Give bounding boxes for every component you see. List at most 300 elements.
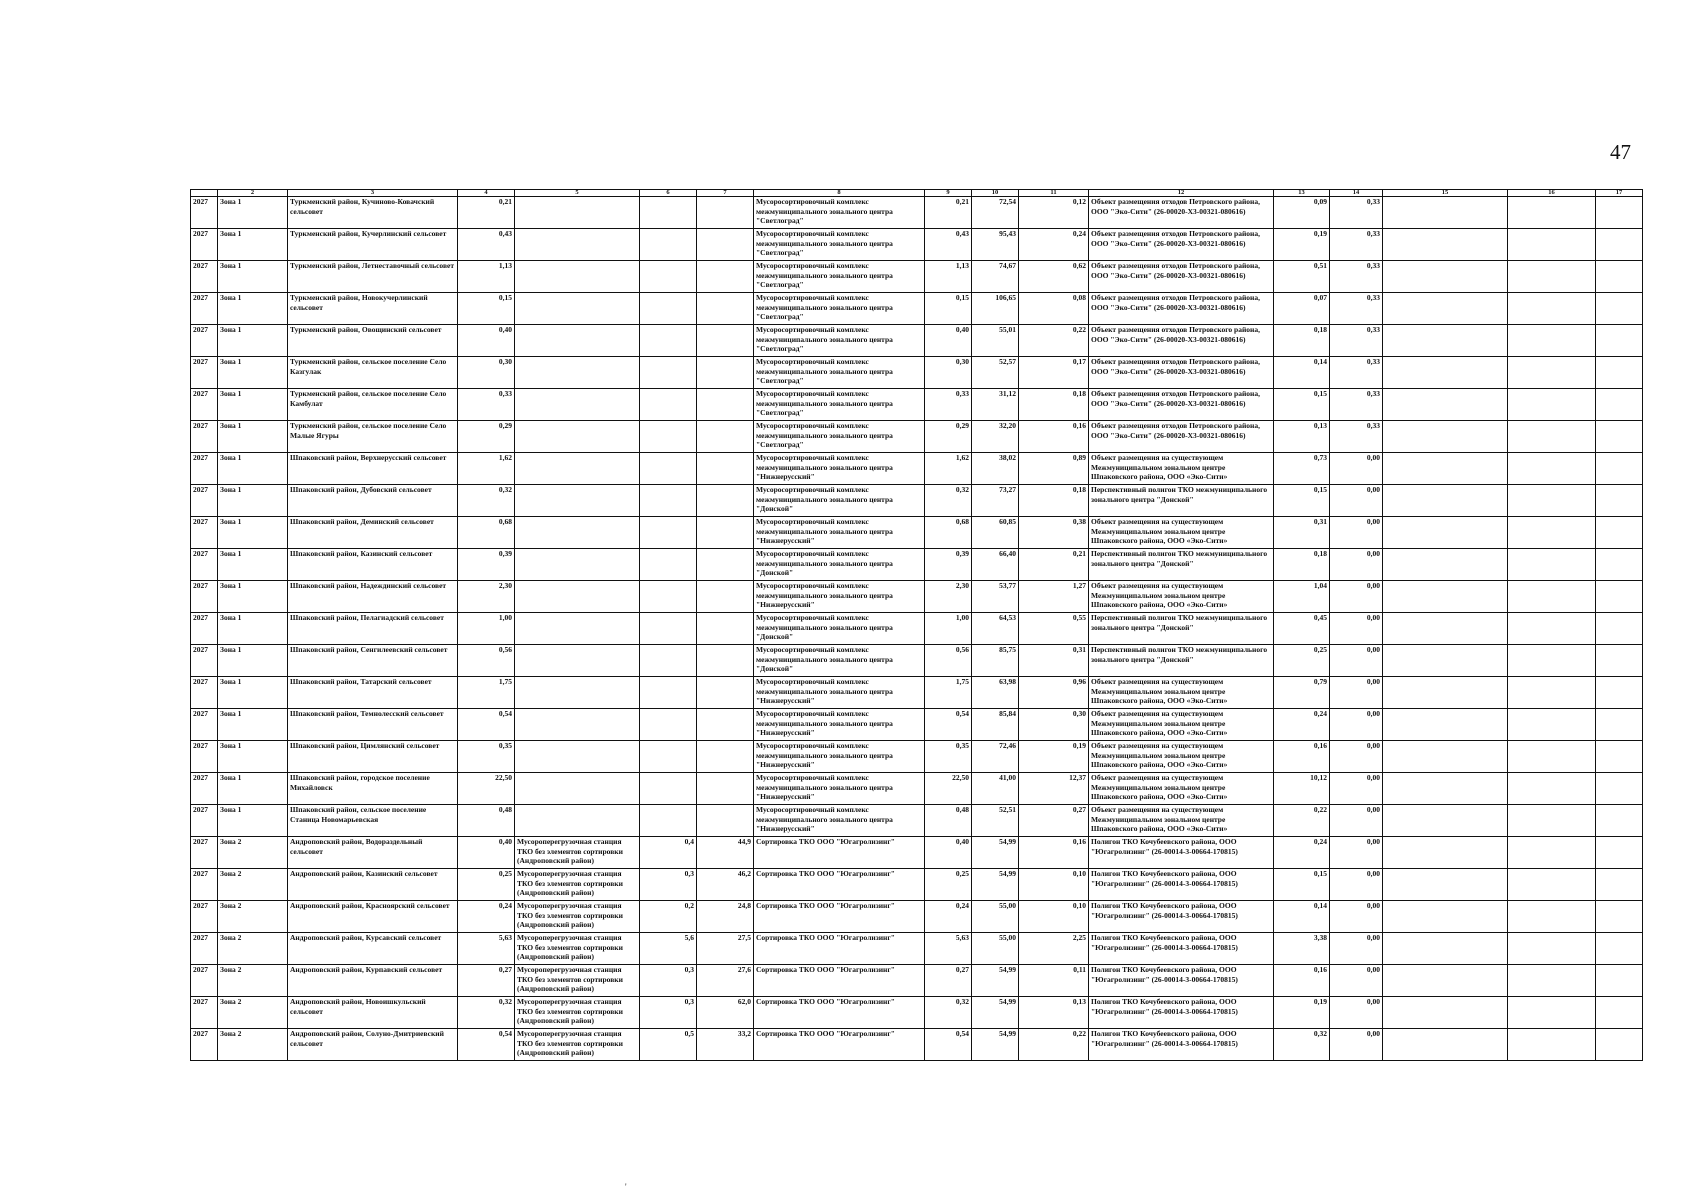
table-cell: 1,13 — [925, 261, 972, 293]
table-cell: 0,39 — [458, 549, 515, 581]
table-cell: 85,84 — [972, 709, 1019, 741]
table-cell — [1383, 869, 1508, 901]
table-cell: 0,3 — [640, 997, 697, 1029]
table-cell: 54,99 — [972, 1029, 1019, 1061]
table-cell: Полигон ТКО Кочубеевского района, ООО "Югагролизинг" (26-00014-3-00664-170815) — [1089, 997, 1274, 1029]
table-cell — [515, 389, 640, 421]
table-cell — [1383, 677, 1508, 709]
table-cell — [1383, 517, 1508, 549]
table-cell: Мусоросортировочный комплекс межмуниципального зонального центра "Нижнерусский" — [754, 709, 925, 741]
table-cell — [697, 773, 754, 805]
table-cell: Шпаковский район, Татарский сельсовет — [288, 677, 458, 709]
table-cell: Андроповский район, Курсавский сельсовет — [288, 933, 458, 965]
table-cell — [515, 421, 640, 453]
table-cell — [640, 261, 697, 293]
table-cell: 27,6 — [697, 965, 754, 997]
table-cell — [1383, 197, 1508, 229]
table-cell: Мусоросортировочный комплекс межмуниципального зонального центра "Нижнерусский" — [754, 581, 925, 613]
table-cell: 0,40 — [925, 325, 972, 357]
col-year — [191, 190, 218, 197]
table-cell: Зона 1 — [218, 517, 288, 549]
table-cell: Шпаковский район, Верхнерусский сельсовет — [288, 453, 458, 485]
table-cell: 72,46 — [972, 741, 1019, 773]
table-cell — [640, 485, 697, 517]
table-cell: 2027 — [191, 229, 218, 261]
table-cell — [697, 229, 754, 261]
table-cell: 0,15 — [925, 293, 972, 325]
table-cell: 0,73 — [1274, 453, 1330, 485]
table-cell — [1596, 197, 1643, 229]
table-cell: 55,00 — [972, 901, 1019, 933]
table-cell: 33,2 — [697, 1029, 754, 1061]
column-header: 14 — [1330, 190, 1383, 197]
table-cell: 54,99 — [972, 997, 1019, 1029]
table-cell: 0,96 — [1019, 677, 1089, 709]
table-cell: 2027 — [191, 933, 218, 965]
table-cell: 52,51 — [972, 805, 1019, 837]
table-cell: 0,08 — [1019, 293, 1089, 325]
table-cell: 0,27 — [925, 965, 972, 997]
table-cell: 32,20 — [972, 421, 1019, 453]
column-header: 9 — [925, 190, 972, 197]
table-cell: 2027 — [191, 293, 218, 325]
table-cell — [1596, 677, 1643, 709]
table-cell: 24,8 — [697, 901, 754, 933]
table-cell — [1383, 645, 1508, 677]
table-cell — [1508, 709, 1596, 741]
table-cell: Перспективный полигон ТКО межмуниципального зонального центра "Донской" — [1089, 613, 1274, 645]
column-header: 16 — [1508, 190, 1596, 197]
table-cell — [1383, 613, 1508, 645]
table-cell: 2027 — [191, 741, 218, 773]
table-cell: 0,19 — [1274, 997, 1330, 1029]
table-row — [191, 997, 1643, 1029]
table-cell: 0,27 — [1019, 805, 1089, 837]
table-cell — [1596, 709, 1643, 741]
table-cell: 0,45 — [1274, 613, 1330, 645]
table-cell: 0,14 — [1274, 901, 1330, 933]
table-cell: 0,16 — [1019, 837, 1089, 869]
table-cell — [1596, 261, 1643, 293]
table-cell: Мусоросортировочный комплекс межмуниципального зонального центра "Светлоград" — [754, 421, 925, 453]
table-cell — [697, 293, 754, 325]
table-cell: 0,00 — [1330, 773, 1383, 805]
table-cell: Шпаковский район, Цимлянский сельсовет — [288, 741, 458, 773]
table-cell — [697, 389, 754, 421]
table-cell — [1508, 901, 1596, 933]
table-cell: Туркменский район, Овощинский сельсовет — [288, 325, 458, 357]
table-cell: 0,54 — [458, 1029, 515, 1061]
table-cell — [1508, 485, 1596, 517]
table-row — [191, 965, 1643, 997]
table-cell: 54,99 — [972, 837, 1019, 869]
table-cell: Зона 1 — [218, 261, 288, 293]
table-cell — [1383, 805, 1508, 837]
table-cell: 0,16 — [1274, 965, 1330, 997]
table-cell: 2027 — [191, 805, 218, 837]
table-row — [191, 261, 1643, 293]
table-cell: 0,56 — [458, 645, 515, 677]
table-cell: 1,27 — [1019, 581, 1089, 613]
table-cell — [1508, 645, 1596, 677]
table-cell: Мусоросортировочный комплекс межмуниципального зонального центра "Нижнерусский" — [754, 517, 925, 549]
table-cell: Зона 1 — [218, 421, 288, 453]
table-cell — [1508, 773, 1596, 805]
table-cell: 0,00 — [1330, 709, 1383, 741]
table-cell — [515, 357, 640, 389]
table-cell: 0,14 — [1274, 357, 1330, 389]
table-cell: Туркменский район, сельское поселение Село Казгулак — [288, 357, 458, 389]
table-cell: Мусороперегрузочная станция ТКО без элементов сортировки (Андроповский район) — [515, 965, 640, 997]
table-cell — [640, 293, 697, 325]
table-cell — [640, 357, 697, 389]
table-cell — [515, 741, 640, 773]
table-cell: 0,00 — [1330, 453, 1383, 485]
table-cell: 0,24 — [925, 901, 972, 933]
table-cell: 2027 — [191, 677, 218, 709]
table-cell — [1508, 357, 1596, 389]
table-cell: 1,00 — [925, 613, 972, 645]
table-cell: Зона 1 — [218, 453, 288, 485]
table-row — [191, 293, 1643, 325]
table-cell: 46,2 — [697, 869, 754, 901]
table-cell — [1596, 325, 1643, 357]
column-header: 2 — [218, 190, 288, 197]
table-cell: 0,43 — [925, 229, 972, 261]
table-cell — [1596, 613, 1643, 645]
table-cell — [1596, 869, 1643, 901]
table-cell — [640, 197, 697, 229]
table-cell: 0,33 — [1330, 197, 1383, 229]
table-cell — [1508, 869, 1596, 901]
table-cell: 2027 — [191, 357, 218, 389]
table-cell: 12,37 — [1019, 773, 1089, 805]
table-cell — [1508, 549, 1596, 581]
table-cell: 73,27 — [972, 485, 1019, 517]
table-cell — [1383, 261, 1508, 293]
table-cell — [1383, 741, 1508, 773]
table-cell: Мусороперегрузочная станция ТКО без элементов сортировки (Андроповский район) — [515, 837, 640, 869]
waste-flow-table — [190, 189, 1643, 1061]
table-cell: 0,39 — [925, 549, 972, 581]
table-cell — [1383, 357, 1508, 389]
table-cell — [1596, 773, 1643, 805]
table-cell: 2,25 — [1019, 933, 1089, 965]
table-cell: 0,18 — [1274, 549, 1330, 581]
table-cell — [1508, 1029, 1596, 1061]
table-cell: Зона 1 — [218, 197, 288, 229]
table-cell: 0,31 — [1274, 517, 1330, 549]
table-cell: 0,68 — [925, 517, 972, 549]
table-cell: 2027 — [191, 581, 218, 613]
table-header — [191, 190, 1643, 197]
table-cell: 0,00 — [1330, 677, 1383, 709]
table-cell: 85,75 — [972, 645, 1019, 677]
table-cell: Шпаковский район, Дубовский сельсовет — [288, 485, 458, 517]
table-cell — [1596, 293, 1643, 325]
table-cell: Зона 1 — [218, 485, 288, 517]
table-cell — [1508, 677, 1596, 709]
table-cell: Объект размещения отходов Петровского района, ООО "Эко-Сити" (26-00020-Х3-00321-080616) — [1089, 357, 1274, 389]
table-cell — [1596, 549, 1643, 581]
table-cell — [1596, 581, 1643, 613]
table-cell — [1383, 773, 1508, 805]
table-cell — [1508, 613, 1596, 645]
table-cell: Шпаковский район, Пелагиадский сельсовет — [288, 613, 458, 645]
table-cell: Мусоросортировочный комплекс межмуниципального зонального центра "Нижнерусский" — [754, 453, 925, 485]
table-cell: 2027 — [191, 1029, 218, 1061]
table-cell: 0,12 — [1019, 197, 1089, 229]
table-cell: Объект размещения отходов Петровского района, ООО "Эко-Сити" (26-00020-Х3-00321-080616) — [1089, 421, 1274, 453]
table-cell: 54,99 — [972, 869, 1019, 901]
table-cell: 74,67 — [972, 261, 1019, 293]
table-cell: 0,21 — [925, 197, 972, 229]
table-cell: 0,13 — [1274, 421, 1330, 453]
table-cell — [1508, 197, 1596, 229]
table-cell: 0,24 — [1274, 837, 1330, 869]
table-row — [191, 453, 1643, 485]
table-cell: Зона 2 — [218, 933, 288, 965]
column-header: 15 — [1383, 190, 1508, 197]
table-cell: 2027 — [191, 837, 218, 869]
table-cell: Полигон ТКО Кочубеевского района, ООО "Югагролизинг" (26-00014-3-00664-170815) — [1089, 901, 1274, 933]
table-cell: 66,40 — [972, 549, 1019, 581]
table-cell — [1383, 293, 1508, 325]
table-cell: 2027 — [191, 549, 218, 581]
table-cell: Зона 1 — [218, 613, 288, 645]
table-cell — [1508, 933, 1596, 965]
table-cell — [640, 229, 697, 261]
table-cell: Сортировка ТКО ООО "Югагролизинг" — [754, 933, 925, 965]
table-cell — [1596, 645, 1643, 677]
table-cell: Мусороперегрузочная станция ТКО без элементов сортировки (Андроповский район) — [515, 1029, 640, 1061]
table-cell: Зона 1 — [218, 325, 288, 357]
table-cell: Мусоросортировочный комплекс межмуниципального зонального центра "Нижнерусский" — [754, 677, 925, 709]
table-cell: 1,75 — [458, 677, 515, 709]
table-cell: 2027 — [191, 421, 218, 453]
table-cell — [1383, 709, 1508, 741]
table-cell — [515, 645, 640, 677]
table-cell: 3,38 — [1274, 933, 1330, 965]
table-cell: 60,85 — [972, 517, 1019, 549]
table-row — [191, 773, 1643, 805]
table-row — [191, 677, 1643, 709]
table-cell: 0,00 — [1330, 997, 1383, 1029]
table-cell: Перспективный полигон ТКО межмуниципального зонального центра "Донской" — [1089, 485, 1274, 517]
table-cell — [640, 773, 697, 805]
table-cell — [1596, 805, 1643, 837]
table-cell: Мусороперегрузочная станция ТКО без элементов сортировки (Андроповский район) — [515, 933, 640, 965]
table-cell — [1508, 229, 1596, 261]
table-row — [191, 869, 1643, 901]
column-header: 4 — [458, 190, 515, 197]
table-cell — [697, 261, 754, 293]
table-cell: Объект размещения на существующем Межмуниципальном зональном центре Шпаковского района, ООО «Эко-Сити» — [1089, 453, 1274, 485]
table-cell: 0,00 — [1330, 549, 1383, 581]
table-cell — [1596, 453, 1643, 485]
table-cell — [515, 709, 640, 741]
table-cell: 64,53 — [972, 613, 1019, 645]
table-cell: 0,21 — [1019, 549, 1089, 581]
table-cell: 0,62 — [1019, 261, 1089, 293]
table-cell: Перспективный полигон ТКО межмуниципального зонального центра "Донской" — [1089, 549, 1274, 581]
table-cell: 31,12 — [972, 389, 1019, 421]
table-cell — [1383, 933, 1508, 965]
table-cell: Зона 2 — [218, 997, 288, 1029]
table-cell: 0,35 — [925, 741, 972, 773]
table-cell: 0,19 — [1274, 229, 1330, 261]
table-cell — [515, 677, 640, 709]
table-cell — [515, 485, 640, 517]
table-cell: 2,30 — [925, 581, 972, 613]
page-number: 47 — [1610, 140, 1631, 164]
table-cell: 0,4 — [640, 837, 697, 869]
column-header: 8 — [754, 190, 925, 197]
table-cell — [1508, 965, 1596, 997]
column-header: 6 — [640, 190, 697, 197]
table-cell: 0,30 — [1019, 709, 1089, 741]
table-cell: 1,62 — [458, 453, 515, 485]
table-cell: Зона 1 — [218, 773, 288, 805]
table-cell: Сортировка ТКО ООО "Югагролизинг" — [754, 901, 925, 933]
table-cell — [640, 677, 697, 709]
table-cell: 63,98 — [972, 677, 1019, 709]
table-cell: Мусороперегрузочная станция ТКО без элементов сортировки (Андроповский район) — [515, 869, 640, 901]
table-cell: 44,9 — [697, 837, 754, 869]
table-cell: Мусоросортировочный комплекс межмуниципального зонального центра "Светлоград" — [754, 229, 925, 261]
table-cell: Сортировка ТКО ООО "Югагролизинг" — [754, 837, 925, 869]
table-cell: 0,22 — [1274, 805, 1330, 837]
table-cell: Андроповский район, Курпавский сельсовет — [288, 965, 458, 997]
table-cell — [1596, 485, 1643, 517]
table-cell — [1508, 581, 1596, 613]
table-cell — [697, 709, 754, 741]
table-cell: 0,22 — [1019, 1029, 1089, 1061]
table-cell: 0,33 — [1330, 421, 1383, 453]
table-cell: Сортировка ТКО ООО "Югагролизинг" — [754, 1029, 925, 1061]
table-cell: 0,33 — [1330, 325, 1383, 357]
table-cell: Мусоросортировочный комплекс межмуниципального зонального центра "Светлоград" — [754, 293, 925, 325]
table-cell — [1508, 325, 1596, 357]
table-cell: 0,32 — [458, 485, 515, 517]
table-cell: Полигон ТКО Кочубеевского района, ООО "Югагролизинг" (26-00014-3-00664-170815) — [1089, 965, 1274, 997]
table-cell: Шпаковский район, Казинский сельсовет — [288, 549, 458, 581]
table-cell — [1596, 837, 1643, 869]
table-cell: 10,12 — [1274, 773, 1330, 805]
table-cell — [1508, 421, 1596, 453]
table-cell: 72,54 — [972, 197, 1019, 229]
table-cell: 0,00 — [1330, 1029, 1383, 1061]
table-cell — [697, 613, 754, 645]
table-cell: 2027 — [191, 997, 218, 1029]
table-row — [191, 837, 1643, 869]
table-cell — [1508, 293, 1596, 325]
table-cell: 62,0 — [697, 997, 754, 1029]
table-cell: Шпаковский район, городское поселение Михайловск — [288, 773, 458, 805]
table-cell: Туркменский район, сельское поселение Село Камбулат — [288, 389, 458, 421]
table-cell: Мусоросортировочный комплекс межмуниципального зонального центра "Нижнерусский" — [754, 805, 925, 837]
table-cell — [1508, 741, 1596, 773]
table-cell — [1508, 389, 1596, 421]
table-cell: Мусоросортировочный комплекс межмуниципального зонального центра "Светлоград" — [754, 357, 925, 389]
table-cell: Зона 1 — [218, 645, 288, 677]
table-cell — [1596, 517, 1643, 549]
table-cell: 0,3 — [640, 869, 697, 901]
table-cell: Андроповский район, Новоишкульский сельсовет — [288, 997, 458, 1029]
table-cell: 2027 — [191, 869, 218, 901]
table-cell: Объект размещения отходов Петровского района, ООО "Эко-Сити" (26-00020-Х3-00321-080616) — [1089, 325, 1274, 357]
table-cell: Сортировка ТКО ООО "Югагролизинг" — [754, 965, 925, 997]
table-cell: 0,38 — [1019, 517, 1089, 549]
table-cell — [1383, 1029, 1508, 1061]
table-cell: 0,15 — [1274, 485, 1330, 517]
table-cell: 55,01 — [972, 325, 1019, 357]
table-cell: 0,17 — [1019, 357, 1089, 389]
table-cell: Туркменский район, Новокучерлинский сельсовет — [288, 293, 458, 325]
table-cell — [1596, 229, 1643, 261]
table-row — [191, 709, 1643, 741]
column-header: 5 — [515, 190, 640, 197]
table-cell: 55,00 — [972, 933, 1019, 965]
column-header: 3 — [288, 190, 458, 197]
table-cell — [640, 581, 697, 613]
table-cell — [1383, 453, 1508, 485]
table-cell: 0,18 — [1019, 389, 1089, 421]
table-cell — [697, 197, 754, 229]
table-cell: 0,54 — [925, 709, 972, 741]
table-cell — [1596, 901, 1643, 933]
table-cell — [515, 549, 640, 581]
table-row — [191, 229, 1643, 261]
table-cell — [697, 581, 754, 613]
table-cell: 0,00 — [1330, 581, 1383, 613]
table-cell — [640, 613, 697, 645]
table-cell: Мусороперегрузочная станция ТКО без элементов сортировки (Андроповский район) — [515, 901, 640, 933]
table-cell: 0,19 — [1019, 741, 1089, 773]
table-row — [191, 805, 1643, 837]
table-cell — [640, 325, 697, 357]
table-cell: Мусоросортировочный комплекс межмуниципального зонального центра "Нижнерусский" — [754, 773, 925, 805]
table-cell: Объект размещения на существующем Межмуниципальном зональном центре Шпаковского района, ООО «Эко-Сити» — [1089, 709, 1274, 741]
table-row — [191, 901, 1643, 933]
table-cell: Зона 2 — [218, 1029, 288, 1061]
column-header: 17 — [1596, 190, 1643, 197]
table-cell: 0,00 — [1330, 869, 1383, 901]
table-cell — [515, 517, 640, 549]
table-cell — [640, 709, 697, 741]
table-cell: 2,30 — [458, 581, 515, 613]
table-cell: Туркменский район, Кучиново-Ковачский сельсовет — [288, 197, 458, 229]
table-cell: Перспективный полигон ТКО межмуниципального зонального центра "Донской" — [1089, 645, 1274, 677]
table-cell: 2027 — [191, 197, 218, 229]
table-cell: 0,00 — [1330, 837, 1383, 869]
scan-mark: ' — [625, 1182, 627, 1192]
table-cell — [1596, 421, 1643, 453]
table-cell — [697, 453, 754, 485]
table-row — [191, 645, 1643, 677]
table-cell: Туркменский район, Кучерлинский сельсовет — [288, 229, 458, 261]
table-cell: 0,11 — [1019, 965, 1089, 997]
table-cell: Андроповский район, Водораздельный сельсовет — [288, 837, 458, 869]
table-cell: Полигон ТКО Кочубеевского района, ООО "Югагролизинг" (26-00014-3-00664-170815) — [1089, 837, 1274, 869]
table-cell — [1596, 965, 1643, 997]
table-cell — [1596, 357, 1643, 389]
table-cell: 0,32 — [1274, 1029, 1330, 1061]
table-cell — [1383, 837, 1508, 869]
table-cell: 2027 — [191, 453, 218, 485]
table-cell: 0,10 — [1019, 869, 1089, 901]
table-cell: 0,40 — [458, 837, 515, 869]
